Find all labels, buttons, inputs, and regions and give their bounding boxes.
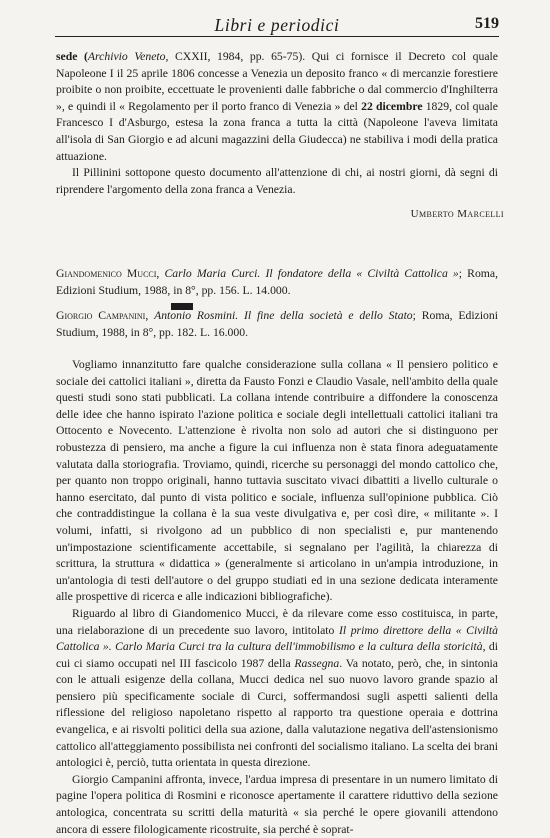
ref-author: Giandomenico Mucci, <box>56 267 160 280</box>
review-paragraph-1: Vogliamo innanzitutto fare qualche considerazione sulla collana « Il pensiero politico e sociale dei cattolici italiani », diretta da Fausto Fonzi e Claudio Vasale, nell'ambito della quale questi studi sono stati pubblicati. La collana intende contribuire a diffondere la conoscenza delle idee che hanno ispirato l'azione politica e sociale degli intellettuali cattolici italiani tra Ottocento e Novecento. L'attenzione è rivolta non solo ad autori che si distinguono per robustezza di pensiero, ma anche a figure la cui influenza non è stata finora adeguatamente valutata dalla storiografia. Troviamo, quindi, ricerche su personaggi del mondo cattolico che, per quanto non troppo originali, hanno tuttavia suscitato vivaci dibattiti a livello culturale o hanno esercitato, dal punto di vista politico e sociale, influenza sull'opinione pubblica. Ciò che contraddistingue la collana è la sua veste divulgativa e, per così dire, « militante ». I volumi, infatti, si rivolgono ad un pubblico di non specialisti e, pur mantenendo un'impostazione scientificamente accettabile, si segnalano per l'agilità, la chiarezza di scrittura, la struttura « didattica » (generalmente si articolano in un'ampia introduzione, in un'antologia di testi dell'autore o del gruppo studiati ed in una sezione dedicata interamente alle prospettive di ricerca e alle indicazioni bibliografiche). <box>56 358 498 604</box>
reference-mucci <box>56 265 498 299</box>
page-header <box>55 14 499 37</box>
running-title: Libri e periodici <box>214 15 340 35</box>
intro-section <box>56 49 498 198</box>
review-paragraph-2 <box>56 606 498 772</box>
text-span: . Va notato, però, che, in sintonia con le attuali esigenze della collana, Mucci dedica nel suo nuovo lavoro grande spazio al pensiero più specificamente sociale di Curci, soffermandosi sugli aspetti salienti della riflessione del religioso napoletano rispetto al rapporto tra questione operaia e dottrina evangelica, e ai risvolti politici della sua azione, dalla valutazione negativa dell'astensionismo cattolico all'atteggiamento possibilista nei confronti del socialismo italiano. La scelta dei brani antologici è, perciò, tutta orientata in questa direzione. <box>56 656 498 770</box>
text-span: , CXXII, 1984, pp. 65-75). Qui ci fornisce il Decreto col quale Napoleone I il 25 aprile 1806 concesse a Venezia un deposito franco « di mercanzie forestiere proibite o non proibite, eccettuate le provenienti dalle fabbriche o dal commercio d'Inghilterra », e quindi il « Regolamento per il porto franco di Venezia » del <box>56 50 498 113</box>
text-span: sede ( <box>56 50 88 63</box>
ref-title: Antonio Rosmini. Il fine della società e dello Stato <box>154 309 413 322</box>
text-span: , di cui ci siamo occupati nel III fascicolo 1987 della <box>56 640 499 670</box>
review-paragraph-3: Giorgio Campanini affronta, invece, l'ardua impresa di presentare in un numero limitato di pagine l'opera politica di Rosmini e riconosce apertamente il carattere riduttivo della sezione antologica, concentrata su scritti della maturità « sia perché le opere giovanili attendono ancora di essere filologicamente ricostruite, sia perché è soprat- <box>56 772 498 836</box>
ref-author: Giorgio Campanini, <box>56 309 149 322</box>
ref-details: ; Roma, Edizioni Studium, 1988, in 8°, pp. 156. L. 14.000. <box>56 267 498 297</box>
intro-paragraph-2: Il Pillinini sottopone questo documento all'attenzione di chi, ai nostri giorni, dà segni di riprendere l'argomento della zona franca a Venezia. <box>56 166 498 196</box>
review-body <box>56 357 498 838</box>
journal-title: Rassegna <box>294 656 340 670</box>
page-number: 519 <box>475 15 499 32</box>
text-span: 22 dicembre <box>361 99 423 113</box>
author-signature: Umberto Marcelli <box>410 208 504 220</box>
ref-title: Carlo Maria Curci. Il fondatore della « Civiltà Cattolica » <box>164 267 459 280</box>
journal-title: Archivio Veneto <box>87 50 166 63</box>
reference-campanini <box>56 307 498 341</box>
ref-details: ; Roma, Edizioni Studium, 1988, in 8°, pp. 182. L. 16.000. <box>56 309 498 339</box>
text-span: Riguardo al libro di Giandomenico Mucci, è da rilevare come esso costituisca, in parte, una rielaborazione di un precedente suo lavoro, intitolato <box>56 606 498 637</box>
text-span: 1829, col quale Francesco I d'Asburgo, estesa la zona franca a tutta la città (Napoleone l'aveva limitata all'isola di San Giorgio e ad alcuni magazzini della Giudecca) ne stabiliva i modi della pratica attuazione. <box>56 99 498 163</box>
book-title: Il primo direttore della « Civiltà Cattolica ». Carlo Maria Curci tra la cultura dell'immobilismo e la cultura della storicità <box>56 623 498 654</box>
intro-paragraph-1 <box>56 49 498 165</box>
